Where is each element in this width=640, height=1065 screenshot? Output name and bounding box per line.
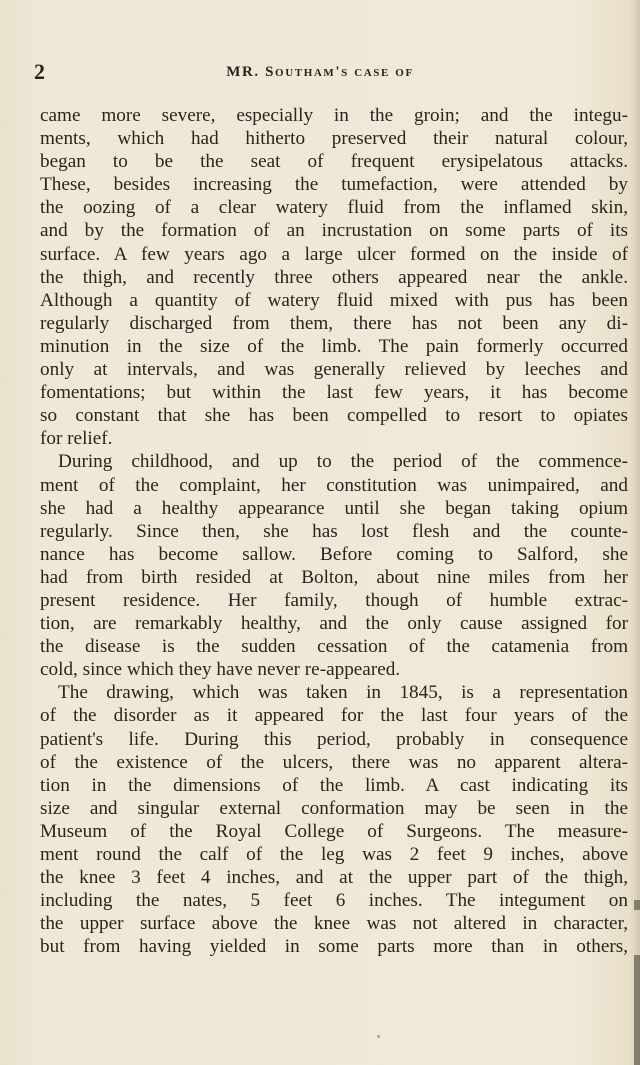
text-line: the knee 3 feet 4 inches, and at the upper part of the thigh, [40, 867, 628, 889]
text-line: During childhood, and up to the period of the commence- [58, 451, 628, 473]
text-line: These, besides increasing the tumefaction, were attended by [40, 174, 628, 196]
text-line: surface. A few years ago a large ulcer formed on the inside of [40, 243, 628, 265]
paper-speck [377, 1035, 380, 1038]
text-line: had from birth resided at Bolton, about nine miles from her [40, 566, 628, 588]
running-head-title: Southam's case of [265, 64, 414, 80]
text-line: the disease is the sudden cessation of the catamenia from [40, 636, 628, 658]
text-line: for relief. [40, 428, 113, 450]
text-line: she had a healthy appearance until she began taking opium [40, 497, 628, 519]
text-line: ment round the calf of the leg was 2 feet 9 inches, above [40, 844, 628, 865]
text-line: nance has become sallow. Before coming to Salford, she [40, 543, 628, 565]
text-line: cold, since which they have never re-appeared. [40, 659, 401, 681]
body-text [40, 104, 628, 958]
text-line: the thigh, and recently three others appeared near the ankle. [40, 266, 628, 288]
text-line: fomentations; but within the last few years, it has become [40, 382, 628, 404]
text-line: Although a quantity of watery fluid mixed with pus has been [40, 289, 628, 311]
text-line: and by the formation of an incrustation on some parts of its [40, 220, 628, 242]
text-line: the oozing of a clear watery fluid from the inflamed skin, [40, 197, 628, 219]
text-line: ment of the complaint, her constitution was unimpaired, and [40, 474, 628, 496]
text-line: present residence. Her family, though of humble extrac- [40, 589, 628, 611]
text-line: tion, are remarkably healthy, and the only cause assigned for [40, 613, 628, 635]
text-line: The drawing, which was taken in 1845, is a representation [58, 682, 628, 704]
text-line: regularly. Since then, she has lost flesh and the counte- [40, 520, 628, 542]
running-head [0, 64, 640, 81]
page-number: 2 [34, 59, 45, 84]
text-line: ments, which had hitherto preserved their natural colour, [40, 128, 628, 150]
running-head-prefix: MR. [226, 64, 266, 80]
text-line: including the nates, 5 feet 6 inches. The integument on [40, 890, 628, 912]
text-line: regularly discharged from them, there has not been any di- [40, 312, 628, 334]
text-line: size and singular external conformation may be seen in the [40, 797, 628, 819]
text-line: only at intervals, and was generally relieved by leeches and [40, 359, 628, 381]
text-line: tion in the dimensions of the limb. A cast indicating its [40, 774, 628, 796]
text-line: patient's life. During this period, probably in consequence [40, 728, 628, 750]
margin-ink-mark [634, 900, 640, 910]
text-line: minution in the size of the limb. The pain formerly occurred [40, 335, 628, 357]
text-line: so constant that she has been compelled to resort to opiates [40, 405, 628, 427]
text-line: came more severe, especially in the groin; and the integu- [40, 105, 628, 126]
text-line: the upper surface above the knee was not altered in character, [40, 913, 628, 935]
text-line: began to be the seat of frequent erysipelatous attacks. [40, 151, 628, 173]
text-line: of the disorder as it appeared for the last four years of the [40, 705, 628, 727]
margin-ink-mark [634, 955, 640, 1065]
text-line: of the existence of the ulcers, there was no apparent altera- [40, 751, 628, 773]
text-line: Museum of the Royal College of Surgeons. The measure- [40, 820, 628, 842]
text-line: but from having yielded in some parts more than in others, [40, 936, 628, 958]
